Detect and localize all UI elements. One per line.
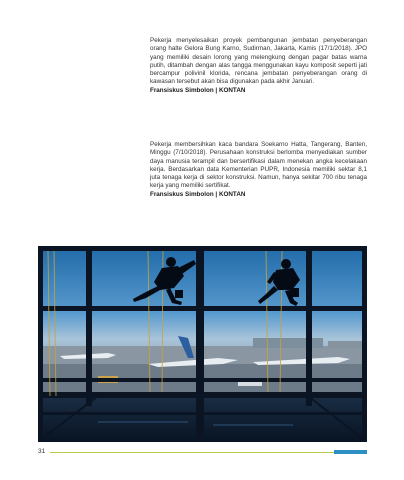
footer-accent-bar [334, 450, 367, 454]
caption-1-credit: Fransiskus Simbolon | KONTAN [150, 86, 246, 94]
caption-2 [150, 141, 367, 199]
airport-window-cleaners-photo [38, 246, 367, 442]
caption-1 [150, 37, 367, 95]
caption-2-text: Pekerja membersihkan kaca bandara Soekarno Hatta, Tangerang, Banten, Minggu (7/10/2018). Perusahaan konstruksi berlomba menyediakan sumber daya manusia terampil dan bersertifikasi dalam menekan angka kecelakaan kerja. Berdasarkan data Kementerian PUPR, Indonesia memiliki sektar 8,1 juta tenaga kerja di sektor konstruksi. Namun, hanya sekitar 700 ribu tenaga kerja yang memiliki sertifikat. [150, 141, 367, 190]
caption-1-text: Pekerja menyelesaikan proyek pembangunan jembatan penyeberangan orang halte Gelora Bung Karno, Sudirman, Jakarta, Kamis (17/1/2018). JPO yang memiliki desain lorong yang melengkung dengan pagar batas warna putih, ditambah dengan alas tangga menggunakan kayu komposit seperti jati bercampur polivinil klorida, rencana jembatan penyeberangan orang di kawasan tersebut akan bisa digunakan pada akhir Januari. [150, 37, 367, 86]
footer-divider-line [50, 452, 334, 453]
page-number: 31 [38, 448, 46, 455]
caption-2-credit: Fransiskus Simbolon | KONTAN [150, 190, 246, 198]
